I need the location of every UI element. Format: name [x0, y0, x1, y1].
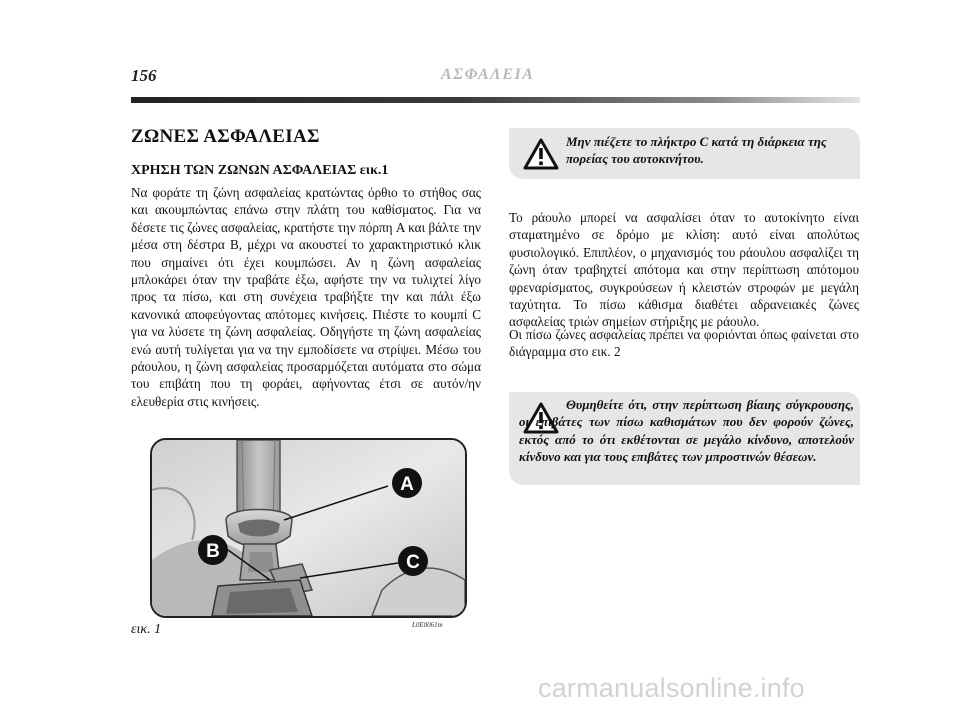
retractor-paragraph: Το ράουλο μπορεί να ασφαλίσει όταν το αυτοκίνητο είναι σταματημένο σε δρόμο με κλίση: αυτό είναι απολύτως φυσιολογικό. Επιπλέον, ο μηχανισμός του ράουλου ασφαλίζει τη ζώνη όταν τραβηχτεί απότομα και στην περίπτωση απότομου φρεναρίσματος, συγκρούσεων ή κλειστών στροφών με μεγάλη ταχύτητα. Το πίσω κάθισμα διαθέτει αδρανειακές ζώνες ασφαλείας τριών σημείων στήριξης με ράουλο. [509, 210, 859, 330]
label-c: C [406, 552, 420, 573]
watermark: carmanualsonline.info [538, 673, 805, 703]
section-subheading: ΧΡΗΣΗ ΤΩΝ ΖΩΝΩΝ ΑΣΦΑΛΕΙΑΣ εικ.1 [131, 163, 389, 178]
instructions-paragraph: Να φοράτε τη ζώνη ασφαλείας κρατώντας όρθιο το στήθος σας και ακουμπώντας επάνω στην πλάτη του καθίσματος. Για να δέσετε τις ζώνες ασφαλείας, κρατήστε την πόρπη A και βάλτε την μέσα στη δέστρα B, μέχρι να ακουστεί το χαρακτηριστικό κλικ που σημαίνει ότι έχει κουμπώσει. Αν η ζώνη ασφαλείας μπλοκάρει όταν την τραβάτε έξω, αφήστε την να τυλιχτεί λίγο προς τα πίσω, και στη συνέχεια τραβήξτε την και πάλι έξω κανονικά αποφεύγοντας απότομες κινήσεις. Πιέστε το κουμπί C για να λύσετε τη ζώνη ασφαλείας. Οδηγήστε τη ζώνη ασφαλείας ενώ αυτή τυλίγεται για να την εμποδίσετε να στρίψει. Μέσω του ράουλου, η ζώνη ασφαλείας προσαρμόζεται αυτόματα στο σώμα του επιβάτη που τη φοράει, αφήνοντας έτσι σε αυτόν/ην ελευθερία στις κινήσεις. [131, 185, 481, 409]
section-title: ΑΣΦΑΛΕΙΑ [441, 66, 535, 83]
warning-text-2: Θυμηθείτε ότι, στην περίπτωση βίαιης σύγκρουσης, οι επιβάτες των πίσω καθισμάτων που δεν φορούν ζώνες, εκτός από το ότι εκθέτονται σε μεγάλο κίνδυνο, αποτελούν κίνδυνο και για τους επιβάτες των μπροστινών θέσεων. [519, 397, 854, 465]
warning-text-1: Μην πιέζετε το πλήκτρο C κατά τη διάρκεια της πορείας του αυτοκινήτου. [566, 134, 827, 167]
figure-caption: εικ. 1 [131, 622, 162, 637]
rear-belts-paragraph: Οι πίσω ζώνες ασφαλείας πρέπει να φοριόνται όπως φαίνεται στο διάγραμμα στο εικ. 2 [509, 327, 859, 360]
figure-code: L0E0061m [412, 621, 443, 629]
warning-box-rear-passengers [509, 392, 860, 485]
label-a: A [400, 474, 414, 495]
header-rule [131, 97, 860, 103]
warning-box-button-c [509, 128, 860, 179]
warning-triangle-icon [523, 138, 559, 170]
page-number: 156 [131, 66, 157, 85]
label-b: B [206, 541, 220, 562]
seatbelt-illustration [152, 440, 465, 616]
seatbelt-figure [150, 438, 467, 618]
page-heading: ΖΩΝΕΣ ΑΣΦΑΛΕΙΑΣ [131, 126, 320, 147]
